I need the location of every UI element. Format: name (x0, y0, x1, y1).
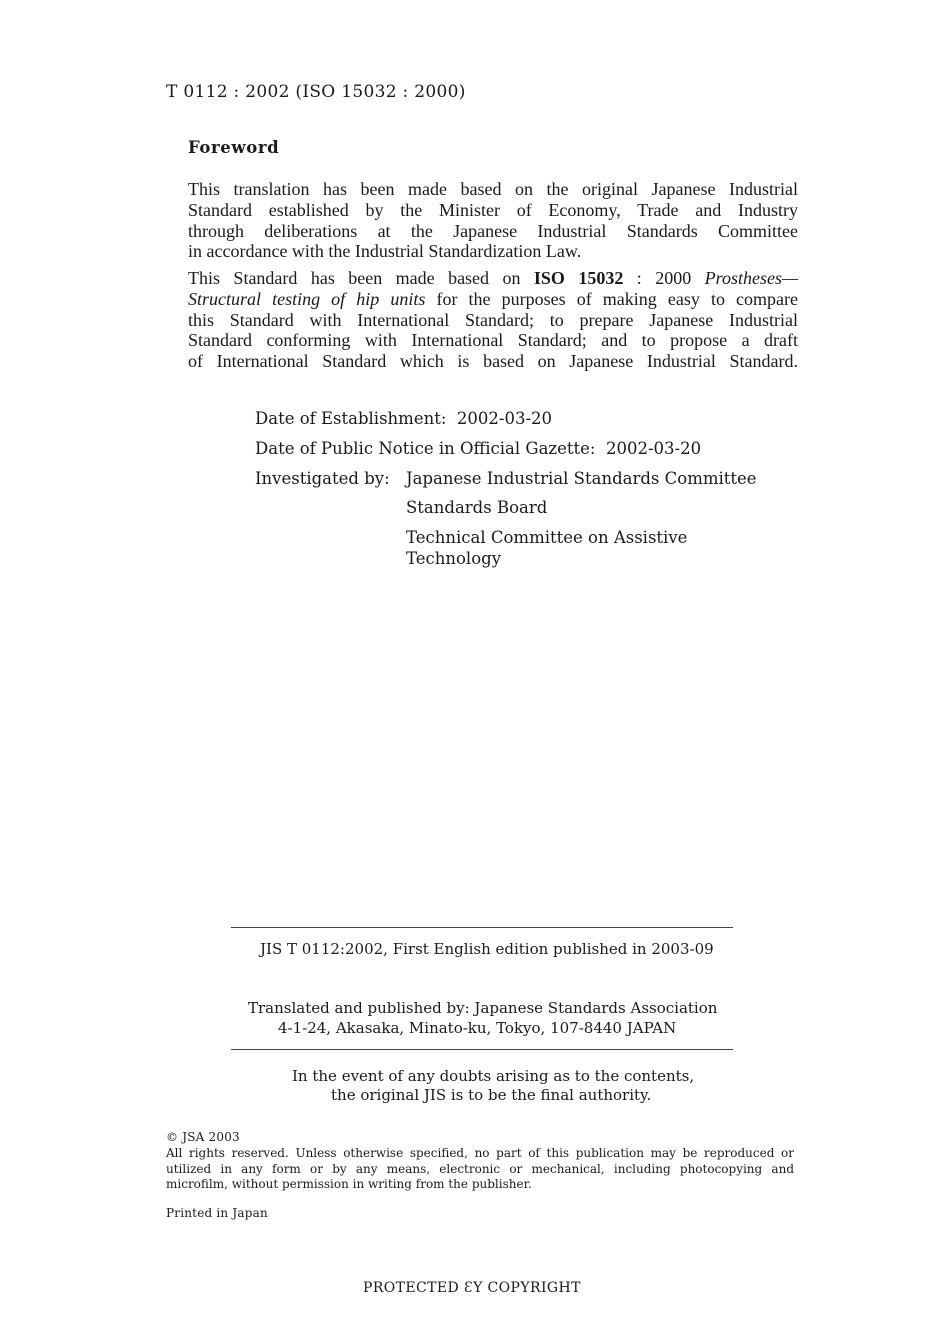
paragraph-line: of International Standard which is based on Japanese Industrial Standard. (188, 351, 798, 372)
foreword-paragraph-2 (188, 268, 798, 372)
paragraph-line: this Standard with International Standard; to prepare Japanese Industrial (188, 309, 798, 330)
document-id: T 0112 : 2002 (ISO 15032 : 2000) (166, 82, 466, 102)
bottom-divider (231, 1049, 733, 1050)
paragraph-text: for the purposes of making easy to compare (425, 288, 798, 309)
top-divider (231, 927, 733, 928)
gazette-date: 2002-03-20 (605, 439, 702, 458)
rights-line: microfilm, without permission in writing from the publisher. (166, 1177, 532, 1191)
authority-line-1: In the event of any doubts arising as to the contents, (292, 1067, 695, 1085)
authority-line-2: the original JIS is to be the final authority. (331, 1086, 652, 1104)
edition-line: JIS T 0112:2002, First English edition published in 2003-09 (260, 940, 714, 958)
protected-by-copyright-footer: PROTECTED ƐY COPYRIGHT (363, 1280, 581, 1296)
rights-line: All rights reserved. Unless otherwise specified, no part of this publication may be reproduced or (166, 1146, 794, 1160)
paragraph-line: This translation has been made based on the original Japanese Industrial (188, 179, 798, 199)
standard-title: Structural testing of hip units (188, 288, 426, 309)
iso-reference: ISO 15032 (533, 268, 624, 288)
address-line: 4-1-24, Akasaka, Minato-ku, Tokyo, 107-8440 JAPAN (278, 1019, 677, 1037)
paragraph-line: through deliberations at the Japanese Industrial Standards Committee (188, 220, 798, 241)
investigated-committee: Japanese Industrial Standards Committee (406, 469, 757, 488)
paragraph-text: This Standard has been made based on (188, 268, 534, 288)
investigated-label: Investigated by: (255, 469, 390, 488)
paragraph-text: : 2000 (623, 268, 705, 288)
establishment-row (255, 409, 552, 428)
rights-line: utilized in any form or by any means, electronic or mechanical, including photocopying and (166, 1161, 794, 1176)
paragraph-line: Standard established by the Minister of Economy, Trade and Industry (188, 199, 798, 220)
investigated-board: Standards Board (406, 498, 548, 517)
gazette-label: Date of Public Notice in Official Gazette: (255, 439, 596, 458)
foreword-paragraph-1 (188, 179, 798, 262)
paragraph-line: Standard conforming with International Standard; and to propose a draft (188, 330, 798, 351)
publisher-line: Translated and published by: Japanese Standards Association (248, 999, 718, 1017)
rights-reserved (166, 1146, 794, 1193)
gazette-row (255, 439, 701, 458)
paragraph-line (188, 268, 798, 289)
establishment-label: Date of Establishment: (255, 409, 447, 428)
printed-in: Printed in Japan (166, 1206, 268, 1220)
investigated-technical-committee-cont: Technology (406, 549, 502, 568)
paragraph-line: in accordance with the Industrial Standardization Law. (188, 241, 582, 262)
paragraph-line (188, 289, 798, 310)
investigated-technical-committee: Technical Committee on Assistive (406, 528, 688, 547)
establishment-date: 2002-03-20 (456, 409, 553, 428)
copyright-notice: © JSA 2003 (166, 1130, 240, 1144)
standard-title: Prostheses— (704, 268, 798, 288)
foreword-heading: Foreword (188, 138, 280, 157)
